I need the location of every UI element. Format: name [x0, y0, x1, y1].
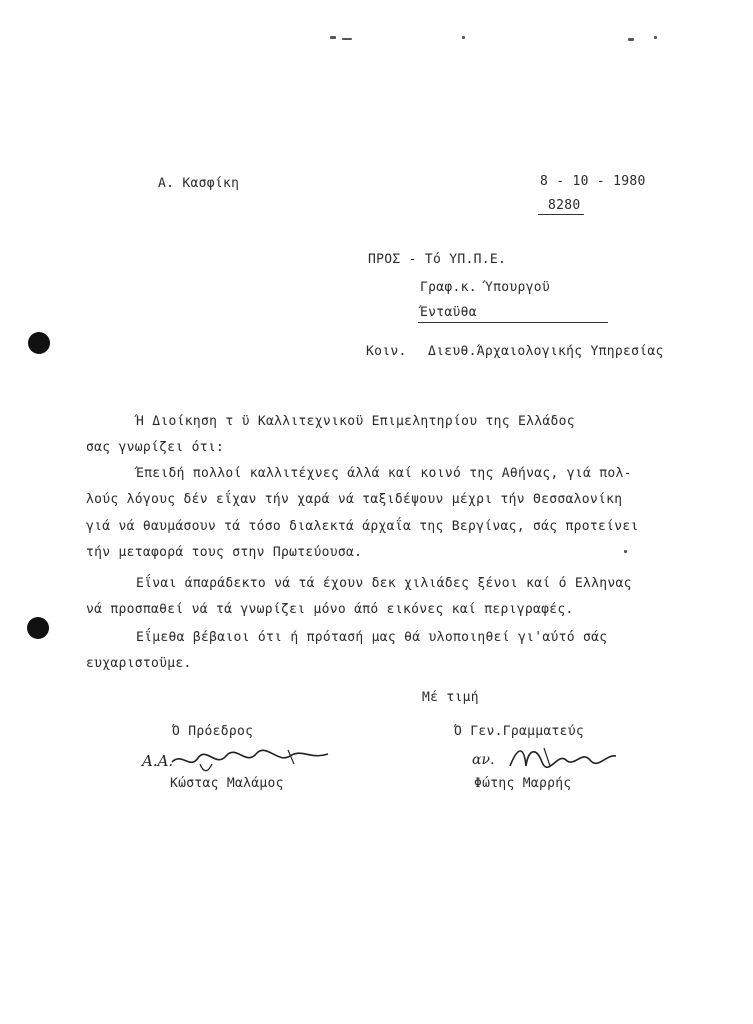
recipient-to: ΠΡΟΣ - Τό ΥΠ.Π.Ε. — [368, 252, 507, 267]
right-signature-prefix: αν. — [472, 752, 495, 768]
cc-recipient: Διευθ.Άρχαιολογικής Υπηρεσίας — [428, 344, 664, 359]
body-line: νά προσπαθεί νά τά γνωρίζει μόνο άπό εικόνες καί περιγραφές. — [86, 602, 574, 617]
body-line: Ή Διοίκηση τ ϋ Καλλιτεχνικοϋ Επιμελητηρίου της Ελλάδος — [136, 414, 575, 429]
body-line: σας γνωρίζει ότι: — [86, 440, 225, 455]
left-signatory-title: Ό Πρόεδρος — [172, 724, 254, 739]
body-line: ευχαριστοϋμε. — [86, 656, 192, 671]
right-signatory-title: Ό Γεν.Γραμματεύς — [454, 724, 585, 739]
scan-speck — [342, 38, 352, 40]
sender-initials: Α. Κασφίκη — [158, 176, 240, 191]
scan-speck — [624, 550, 627, 553]
left-signature-initials: Α.Α. — [142, 752, 174, 770]
recipient-line-2: Γραφ.κ. Ύπουργοϋ — [420, 280, 551, 295]
body-line: γιά νά θαυμάσουν τά τόσο διαλεκτά άρχαΐα της Βεργίνας, σάς προτείνει — [86, 519, 639, 534]
right-signatory-name: Φώτης Μαρρής — [474, 776, 572, 791]
scan-speck — [654, 36, 657, 39]
reference-number: 8280 — [548, 198, 581, 213]
closing: Μέ τιμή — [422, 690, 479, 705]
body-line: Εΐμεθα βέβαιοι ότι ή πρότασή μας θά υλοποιηθεί γι'αύτό σάς — [136, 630, 608, 645]
scan-speck — [628, 38, 634, 41]
punch-hole-lower — [27, 617, 49, 639]
letter-date: 8 - 10 - 1980 — [540, 174, 646, 189]
punch-hole-upper — [28, 332, 50, 354]
body-line: λούς λόγους δέν εΐχαν τήν χαρά νά ταξιδέψουν μέχρι τήν Θεσσαλονίκη — [86, 492, 623, 507]
left-signatory-name: Κώστας Μαλάμος — [170, 776, 284, 791]
right-handwritten-signature — [466, 740, 636, 780]
recipient-underline — [418, 322, 608, 323]
body-line: Έπειδή πολλοί καλλιτέχνες άλλά καί κοινό της Αθήνας, γιά πολ- — [136, 466, 632, 481]
body-line: Εΐναι άπαράδεκτο νά τά έχουν δεκ χιλιάδες ξένοι καί ό Ελληνας — [136, 576, 632, 591]
scan-speck — [462, 36, 465, 39]
recipient-line-3: Ένταϋθα — [420, 305, 477, 320]
body-line: τήν μεταφορά τους στην Πρωτεύουσα. — [86, 545, 363, 560]
reference-underline — [538, 214, 584, 215]
cc-label: Κοιν. — [366, 344, 407, 359]
scan-speck — [330, 36, 336, 39]
